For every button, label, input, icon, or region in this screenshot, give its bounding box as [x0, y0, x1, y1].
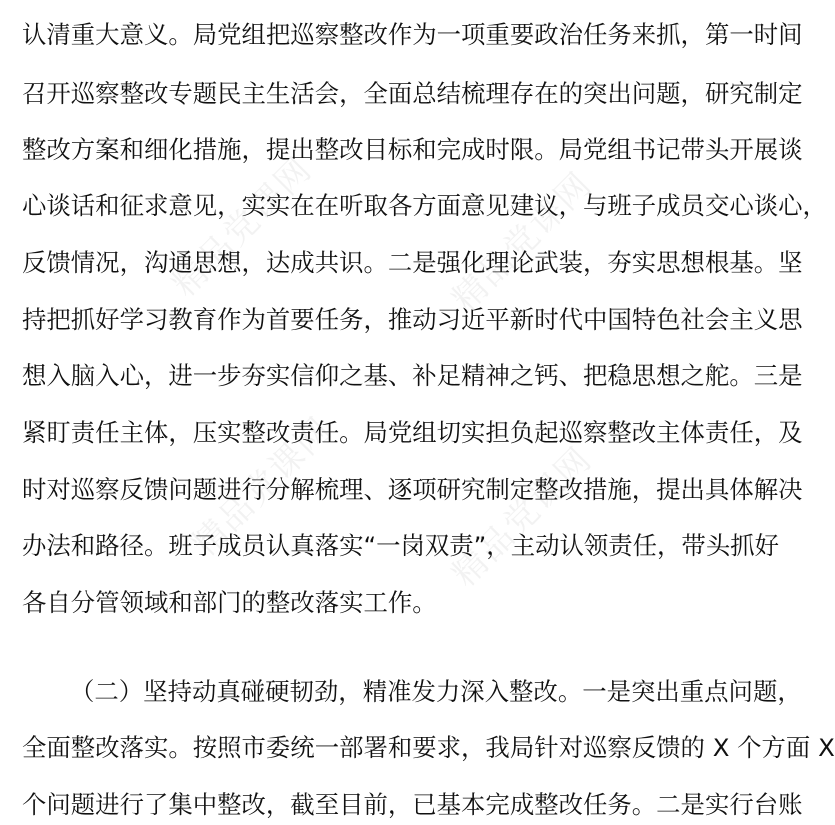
paragraph-line: 反馈情况，沟通思想，达成共识。二是强化理论武装，夯实思想根基。坚: [22, 248, 803, 277]
paragraph-line: 时对巡察反馈问题进行分解梳理、逐项研究制定整改措施，提出具体解决: [22, 475, 803, 504]
watermark-text: 精品党课网: [184, 409, 341, 565]
paragraph-heading-line: （二）坚持动真碰硬韧劲，精准发力深入整改。一是突出重点问题，: [70, 677, 802, 706]
paragraph-line: 想入脑入心，进一步夯实信仰之基、补足精神之钙、把稳思想之舵。三是: [22, 361, 803, 390]
paragraph-line: 召开巡察整改专题民主生活会，全面总结梳理存在的突出问题，研究制定: [22, 79, 803, 108]
paragraph-line: 紧盯责任主体，压实整改责任。局党组切实担负起巡察整改主体责任，及: [22, 418, 803, 447]
paragraph-line: 心谈话和征求意见，实实在在听取各方面意见建议，与班子成员交心谈心，: [22, 191, 827, 220]
paragraph-line: 整改方案和细化措施，提出整改目标和完成时限。局党组书记带头开展谈: [22, 135, 803, 164]
paragraph-line: 各自分管领域和部门的整改落实工作。: [22, 588, 437, 617]
watermark-text: 精品党课网: [164, 149, 321, 305]
paragraph-line: 个问题进行了集中整改，截至目前，已基本完成整改任务。二是实行台账: [22, 790, 803, 819]
paragraph-line: 认清重大意义。局党组把巡察整改作为一项重要政治任务来抓，第一时间: [22, 20, 803, 49]
paragraph-line: 持把抓好学习教育作为首要任务，推动习近平新时代中国特色社会主义思: [22, 305, 803, 334]
paragraph-line: 办法和路径。班子成员认真落实“一岗双责”，主动认领责任，带头抓好: [22, 531, 779, 560]
watermark-text: 精品党课网: [444, 164, 601, 320]
paragraph-line: 全面整改落实。按照市委统一部署和要求，我局针对巡察反馈的 X 个方面 X: [22, 733, 835, 762]
watermark-text: 精品党课网: [444, 439, 601, 595]
